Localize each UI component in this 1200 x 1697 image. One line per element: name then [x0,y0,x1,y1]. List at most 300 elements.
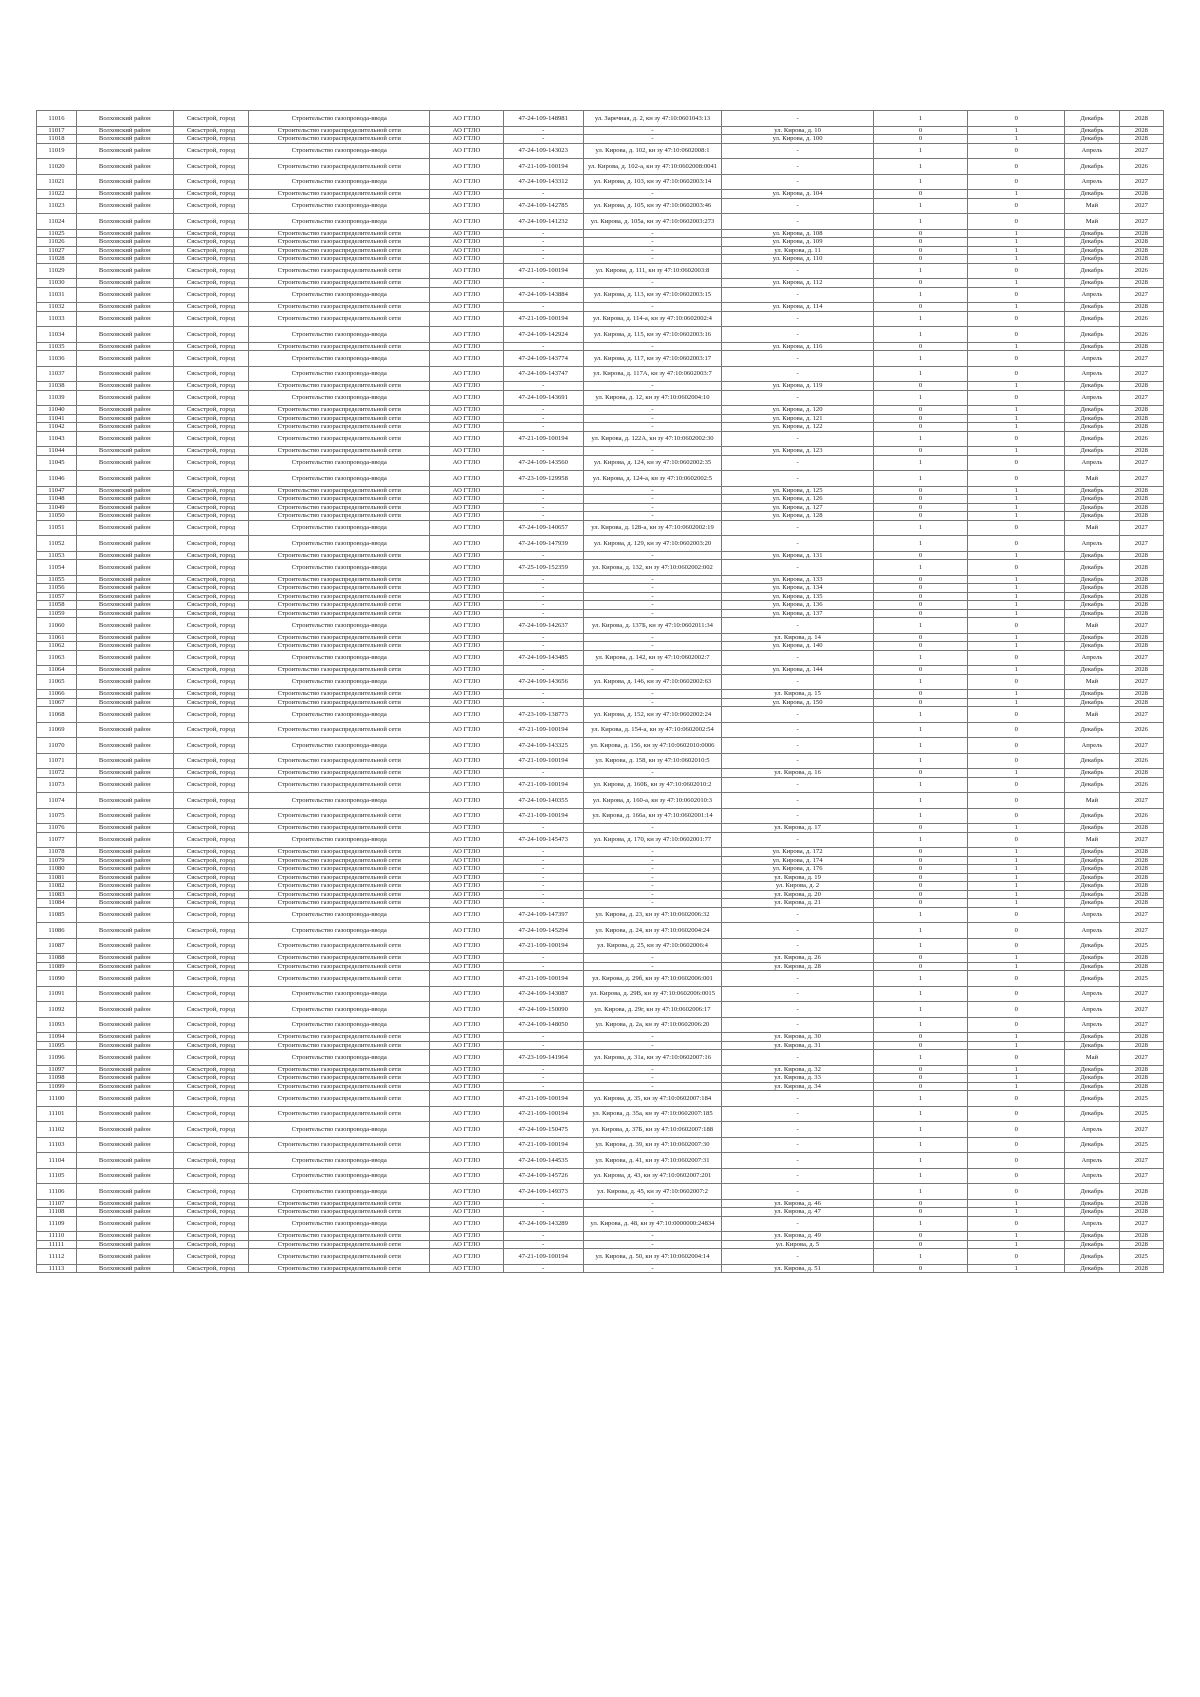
cell-address: - [583,382,722,391]
cell-work: Строительство газораспределительной сети [249,1232,430,1241]
cell-work: Строительство газопровода-ввода [249,366,430,382]
cell-address: ул. Кирова, д. 117А, кн зу 47:10:0602003:7 [583,366,722,382]
cell-address2: ул. Кирова, д. 100 [722,135,873,144]
cell-address: ул. Кирова, д. 113, кн зу 47:10:0602003:15 [583,287,722,303]
cell-settlement: Сясьстрой, город [173,1264,249,1273]
table-row [37,650,1164,666]
cell-work: Строительство газораспределительной сети [249,1082,430,1091]
table-row [37,1137,1164,1153]
cell-settlement: Сясьстрой, город [173,229,249,238]
cell-address2: ул. Кирова, д. 34 [722,1082,873,1091]
cell-address2: ул. Кирова, д. 20 [722,890,873,899]
cell-v2: 0 [968,1091,1065,1107]
table-row [37,954,1164,963]
cell-year: 2028 [1119,382,1163,391]
cell-v2: 1 [968,865,1065,874]
cell-org: АО ГТЛО [430,255,504,264]
table-row [37,1065,1164,1074]
cell-settlement: Сясьстрой, город [173,923,249,939]
cell-org: АО ГТЛО [430,971,504,987]
cell-address: - [583,503,722,512]
cell-v2: 0 [968,287,1065,303]
cell-address: ул. Кирова, д. 154-а, кн зу 47:10:0602002:54 [583,722,722,738]
cell-month: Декабрь [1065,159,1120,175]
cell-district: Волховский район [76,722,173,738]
cell-v1: 1 [873,1249,968,1265]
cell-month: Апрель [1065,907,1120,923]
cell-org: АО ГТЛО [430,1122,504,1138]
cell-v2: 1 [968,873,1065,882]
table-row [37,351,1164,367]
cell-address: - [583,1199,722,1208]
cell-settlement: Сясьстрой, город [173,1050,249,1066]
cell-v2: 1 [968,238,1065,247]
cell-code: - [503,873,583,882]
cell-code: - [503,954,583,963]
cell-settlement: Сясьстрой, город [173,455,249,471]
cell-year: 2027 [1119,907,1163,923]
table-row [37,229,1164,238]
cell-org: АО ГТЛО [430,1240,504,1249]
cell-settlement: Сясьстрой, город [173,674,249,690]
cell-code: 47-21-109-100194 [503,1249,583,1265]
cell-year: 2025 [1119,1249,1163,1265]
cell-org: АО ГТЛО [430,592,504,601]
cell-v2: 0 [968,1002,1065,1018]
cell-year: 2028 [1119,1033,1163,1042]
cell-address2: - [722,674,873,690]
cell-address2: - [722,1122,873,1138]
cell-work: Строительство газораспределительной сети [249,382,430,391]
cell-id: 11064 [37,666,77,675]
cell-v1: 1 [873,1216,968,1232]
cell-address2: - [722,143,873,159]
cell-address: ул. Кирова, д. 122А, кн зу 47:10:0602002:30 [583,431,722,447]
cell-code: 47-24-109-143884 [503,287,583,303]
cell-org: АО ГТЛО [430,471,504,487]
cell-id: 11039 [37,390,77,406]
cell-address: ул. Кирова, д. 170, кн зу 47:10:0602001:77 [583,832,722,848]
cell-district: Волховский район [76,873,173,882]
cell-month: Декабрь [1065,633,1120,642]
cell-org: АО ГТЛО [430,342,504,351]
cell-org: АО ГТЛО [430,674,504,690]
table-row [37,882,1164,891]
cell-year: 2025 [1119,971,1163,987]
cell-year: 2028 [1119,666,1163,675]
cell-settlement: Сясьстрой, город [173,560,249,576]
cell-settlement: Сясьстрой, город [173,1153,249,1169]
cell-work: Строительство газораспределительной сети [249,698,430,707]
cell-v2: 0 [968,674,1065,690]
cell-address: ул. Кирова, д. 105а, кн зу 47:10:0602003:273 [583,214,722,230]
cell-address2: ул. Кирова, д. 16 [722,769,873,778]
cell-code: 47-24-109-141232 [503,214,583,230]
cell-settlement: Сясьстрой, город [173,954,249,963]
cell-org: АО ГТЛО [430,1002,504,1018]
cell-work: Строительство газопровода-ввода [249,143,430,159]
cell-year: 2027 [1119,674,1163,690]
cell-id: 11077 [37,832,77,848]
cell-code: - [503,1033,583,1042]
cell-settlement: Сясьстрой, город [173,423,249,432]
cell-address: - [583,1074,722,1083]
table-row [37,255,1164,264]
cell-address: ул. Кирова, д. 41, кн зу 47:10:0602007:31 [583,1153,722,1169]
cell-address: ул. Кирова, д. 158, кн зу 47:10:0602010:5 [583,753,722,769]
cell-org: АО ГТЛО [430,873,504,882]
cell-code: 47-24-109-142637 [503,618,583,634]
cell-work: Строительство газопровода-ввода [249,832,430,848]
table-row [37,1249,1164,1265]
cell-work: Строительство газопровода-ввода [249,520,430,536]
cell-v1: 0 [873,135,968,144]
cell-address: ул. Кирова, д. 111, кн зу 47:10:0602003:8 [583,263,722,279]
cell-v2: 1 [968,609,1065,618]
cell-district: Волховский район [76,962,173,971]
cell-address: ул. Кирова, д. 35а, кн зу 47:10:0602007:185 [583,1106,722,1122]
cell-month: Декабрь [1065,327,1120,343]
cell-id: 11028 [37,255,77,264]
gasification-schedule-table [36,110,1164,1273]
cell-month: Декабрь [1065,303,1120,312]
cell-address: ул. Кирова, д. 2а, кн зу 47:10:0602006:20 [583,1017,722,1033]
cell-address: ул. Кирова, д. 102-а, кн зу 47:10:0602008:0041 [583,159,722,175]
cell-code: - [503,1065,583,1074]
cell-settlement: Сясьстрой, город [173,650,249,666]
cell-district: Волховский район [76,1050,173,1066]
cell-district: Волховский район [76,255,173,264]
cell-org: АО ГТЛО [430,486,504,495]
table-row [37,143,1164,159]
cell-org: АО ГТЛО [430,1232,504,1241]
cell-settlement: Сясьстрой, город [173,503,249,512]
cell-v1: 0 [873,190,968,199]
cell-code: - [503,1199,583,1208]
cell-settlement: Сясьстрой, город [173,1137,249,1153]
cell-org: АО ГТЛО [430,1208,504,1217]
cell-code: 47-24-109-143691 [503,390,583,406]
table-row [37,738,1164,754]
cell-code: - [503,495,583,504]
cell-address2: ул. Кирова, д. 114 [722,303,873,312]
cell-year: 2028 [1119,414,1163,423]
cell-district: Волховский район [76,1002,173,1018]
cell-code: - [503,190,583,199]
cell-org: АО ГТЛО [430,824,504,833]
cell-work: Строительство газораспределительной сети [249,575,430,584]
cell-year: 2028 [1119,642,1163,651]
cell-id: 11079 [37,856,77,865]
cell-id: 11068 [37,707,77,723]
cell-district: Волховский район [76,486,173,495]
cell-v2: 0 [968,986,1065,1002]
cell-settlement: Сясьстрой, город [173,584,249,593]
cell-v2: 1 [968,414,1065,423]
cell-year: 2026 [1119,808,1163,824]
cell-work: Строительство газопровода-ввода [249,1184,430,1200]
cell-work: Строительство газораспределительной сети [249,486,430,495]
cell-code: 47-21-109-100194 [503,311,583,327]
cell-id: 11067 [37,698,77,707]
cell-month: Апрель [1065,1002,1120,1018]
cell-settlement: Сясьстрой, город [173,159,249,175]
cell-year: 2028 [1119,698,1163,707]
cell-id: 11019 [37,143,77,159]
cell-address: - [583,899,722,908]
cell-address: ул. Кирова, д. 31а, кн зу 47:10:0602007:16 [583,1050,722,1066]
cell-month: Декабрь [1065,1232,1120,1241]
cell-year: 2027 [1119,650,1163,666]
cell-district: Волховский район [76,753,173,769]
cell-address: ул. Кирова, д. 48, кн зу 47:10:0000000:24834 [583,1216,722,1232]
cell-v2: 0 [968,143,1065,159]
cell-v1: 1 [873,1091,968,1107]
cell-address2: ул. Кирова, д. 32 [722,1065,873,1074]
table-row [37,366,1164,382]
cell-id: 11053 [37,551,77,560]
cell-address: - [583,279,722,288]
cell-address2: ул. Кирова, д. 136 [722,601,873,610]
cell-month: Декабрь [1065,1240,1120,1249]
cell-org: АО ГТЛО [430,722,504,738]
cell-v1: 0 [873,229,968,238]
cell-address: - [583,1232,722,1241]
cell-org: АО ГТЛО [430,303,504,312]
cell-address: - [583,601,722,610]
cell-id: 11058 [37,601,77,610]
cell-code: - [503,666,583,675]
cell-district: Волховский район [76,899,173,908]
cell-v2: 0 [968,455,1065,471]
cell-month: Декабрь [1065,126,1120,135]
cell-v2: 0 [968,738,1065,754]
cell-code: - [503,342,583,351]
cell-district: Волховский район [76,690,173,699]
cell-district: Волховский район [76,455,173,471]
cell-id: 11036 [37,351,77,367]
cell-settlement: Сясьстрой, город [173,808,249,824]
table-row [37,214,1164,230]
table-row [37,447,1164,456]
cell-settlement: Сясьстрой, город [173,406,249,415]
cell-v2: 1 [968,592,1065,601]
cell-address2: ул. Кирова, д. 112 [722,279,873,288]
cell-settlement: Сясьстрой, город [173,382,249,391]
cell-month: Апрель [1065,1216,1120,1232]
cell-work: Строительство газораспределительной сети [249,238,430,247]
cell-work: Строительство газораспределительной сети [249,1264,430,1273]
cell-month: Декабрь [1065,899,1120,908]
cell-year: 2028 [1119,962,1163,971]
cell-settlement: Сясьстрой, город [173,1033,249,1042]
cell-v1: 0 [873,609,968,618]
cell-month: Декабрь [1065,238,1120,247]
cell-code: - [503,1232,583,1241]
cell-id: 11107 [37,1199,77,1208]
cell-month: Май [1065,707,1120,723]
table-row [37,1033,1164,1042]
cell-year: 2027 [1119,214,1163,230]
cell-address2: ул. Кирова, д. 126 [722,495,873,504]
cell-settlement: Сясьстрой, город [173,174,249,190]
cell-v2: 0 [968,1137,1065,1153]
cell-org: АО ГТЛО [430,263,504,279]
table-row [37,592,1164,601]
cell-org: АО ГТЛО [430,536,504,552]
cell-v1: 1 [873,674,968,690]
cell-district: Волховский район [76,229,173,238]
cell-org: АО ГТЛО [430,793,504,809]
cell-code: 47-24-109-143023 [503,143,583,159]
cell-code: 47-21-109-100194 [503,1091,583,1107]
cell-district: Волховский район [76,190,173,199]
cell-month: Декабрь [1065,229,1120,238]
cell-settlement: Сясьстрой, город [173,890,249,899]
cell-v1: 0 [873,382,968,391]
table-row [37,690,1164,699]
cell-v2: 0 [968,431,1065,447]
cell-code: 47-24-109-149373 [503,1184,583,1200]
cell-org: АО ГТЛО [430,907,504,923]
cell-org: АО ГТЛО [430,633,504,642]
cell-settlement: Сясьстрой, город [173,899,249,908]
cell-org: АО ГТЛО [430,962,504,971]
table-row [37,609,1164,618]
cell-v2: 1 [968,575,1065,584]
cell-org: АО ГТЛО [430,1137,504,1153]
cell-v2: 0 [968,366,1065,382]
cell-settlement: Сясьстрой, город [173,1216,249,1232]
cell-month: Декабрь [1065,938,1120,954]
cell-district: Волховский район [76,159,173,175]
cell-code: 47-21-109-100194 [503,777,583,793]
cell-work: Строительство газораспределительной сети [249,342,430,351]
cell-year: 2028 [1119,503,1163,512]
cell-year: 2026 [1119,159,1163,175]
cell-v1: 1 [873,738,968,754]
cell-v2: 0 [968,808,1065,824]
cell-year: 2028 [1119,633,1163,642]
cell-district: Волховский район [76,1041,173,1050]
cell-work: Строительство газораспределительной сети [249,279,430,288]
cell-work: Строительство газораспределительной сети [249,592,430,601]
cell-district: Волховский район [76,890,173,899]
cell-v2: 1 [968,1240,1065,1249]
cell-work: Строительство газораспределительной сети [249,777,430,793]
cell-id: 11094 [37,1033,77,1042]
cell-district: Волховский район [76,126,173,135]
table-row [37,406,1164,415]
cell-district: Волховский район [76,520,173,536]
cell-month: Декабрь [1065,1033,1120,1042]
cell-district: Волховский район [76,971,173,987]
cell-year: 2028 [1119,406,1163,415]
cell-address2: - [722,455,873,471]
cell-settlement: Сясьстрой, город [173,536,249,552]
cell-settlement: Сясьстрой, город [173,1168,249,1184]
cell-year: 2028 [1119,190,1163,199]
cell-address2: - [722,1050,873,1066]
cell-settlement: Сясьстрой, город [173,111,249,127]
cell-address2: - [722,366,873,382]
cell-v1: 1 [873,174,968,190]
cell-v1: 1 [873,1050,968,1066]
cell-code: 47-24-109-143325 [503,738,583,754]
cell-v2: 0 [968,707,1065,723]
cell-address2: ул. Кирова, д. 31 [722,1041,873,1050]
cell-code: - [503,1264,583,1273]
cell-v1: 0 [873,1264,968,1273]
cell-work: Строительство газопровода-ввода [249,390,430,406]
cell-work: Строительство газораспределительной сети [249,856,430,865]
cell-year: 2025 [1119,1137,1163,1153]
cell-year: 2026 [1119,311,1163,327]
cell-v1: 1 [873,351,968,367]
cell-district: Волховский район [76,111,173,127]
cell-month: Декабрь [1065,512,1120,521]
cell-v2: 0 [968,1168,1065,1184]
cell-address2: - [722,287,873,303]
cell-id: 11042 [37,423,77,432]
cell-district: Волховский район [76,738,173,754]
cell-id: 11034 [37,327,77,343]
cell-code: 47-24-109-147939 [503,536,583,552]
cell-year: 2027 [1119,366,1163,382]
cell-month: Декабрь [1065,279,1120,288]
cell-id: 11016 [37,111,77,127]
cell-v2: 1 [968,856,1065,865]
cell-address: - [583,592,722,601]
cell-org: АО ГТЛО [430,423,504,432]
cell-month: Декабрь [1065,575,1120,584]
cell-v1: 1 [873,1122,968,1138]
table-row [37,899,1164,908]
cell-work: Строительство газораспределительной сети [249,1249,430,1265]
cell-work: Строительство газораспределительной сети [249,503,430,512]
cell-code: 47-24-109-143560 [503,455,583,471]
cell-district: Волховский район [76,650,173,666]
cell-work: Строительство газораспределительной сети [249,808,430,824]
cell-year: 2027 [1119,1216,1163,1232]
cell-address2: - [722,722,873,738]
cell-work: Строительство газопровода-ввода [249,1216,430,1232]
cell-address2: - [722,808,873,824]
cell-settlement: Сясьстрой, город [173,882,249,891]
cell-settlement: Сясьстрой, город [173,575,249,584]
cell-org: АО ГТЛО [430,738,504,754]
cell-settlement: Сясьстрой, город [173,1091,249,1107]
cell-month: Декабрь [1065,592,1120,601]
cell-year: 2027 [1119,618,1163,634]
cell-address2: ул. Кирова, д. 109 [722,238,873,247]
cell-work: Строительство газораспределительной сети [249,938,430,954]
cell-code: 47-24-109-145473 [503,832,583,848]
cell-work: Строительство газораспределительной сети [249,1033,430,1042]
cell-year: 2027 [1119,738,1163,754]
cell-work: Строительство газораспределительной сети [249,601,430,610]
cell-org: АО ГТЛО [430,601,504,610]
cell-v2: 0 [968,618,1065,634]
cell-address: - [583,255,722,264]
cell-work: Строительство газопровода-ввода [249,738,430,754]
cell-v1: 0 [873,342,968,351]
cell-settlement: Сясьстрой, город [173,1041,249,1050]
cell-month: Декабрь [1065,111,1120,127]
cell-org: АО ГТЛО [430,575,504,584]
cell-district: Волховский район [76,954,173,963]
cell-work: Строительство газопровода-ввода [249,198,430,214]
